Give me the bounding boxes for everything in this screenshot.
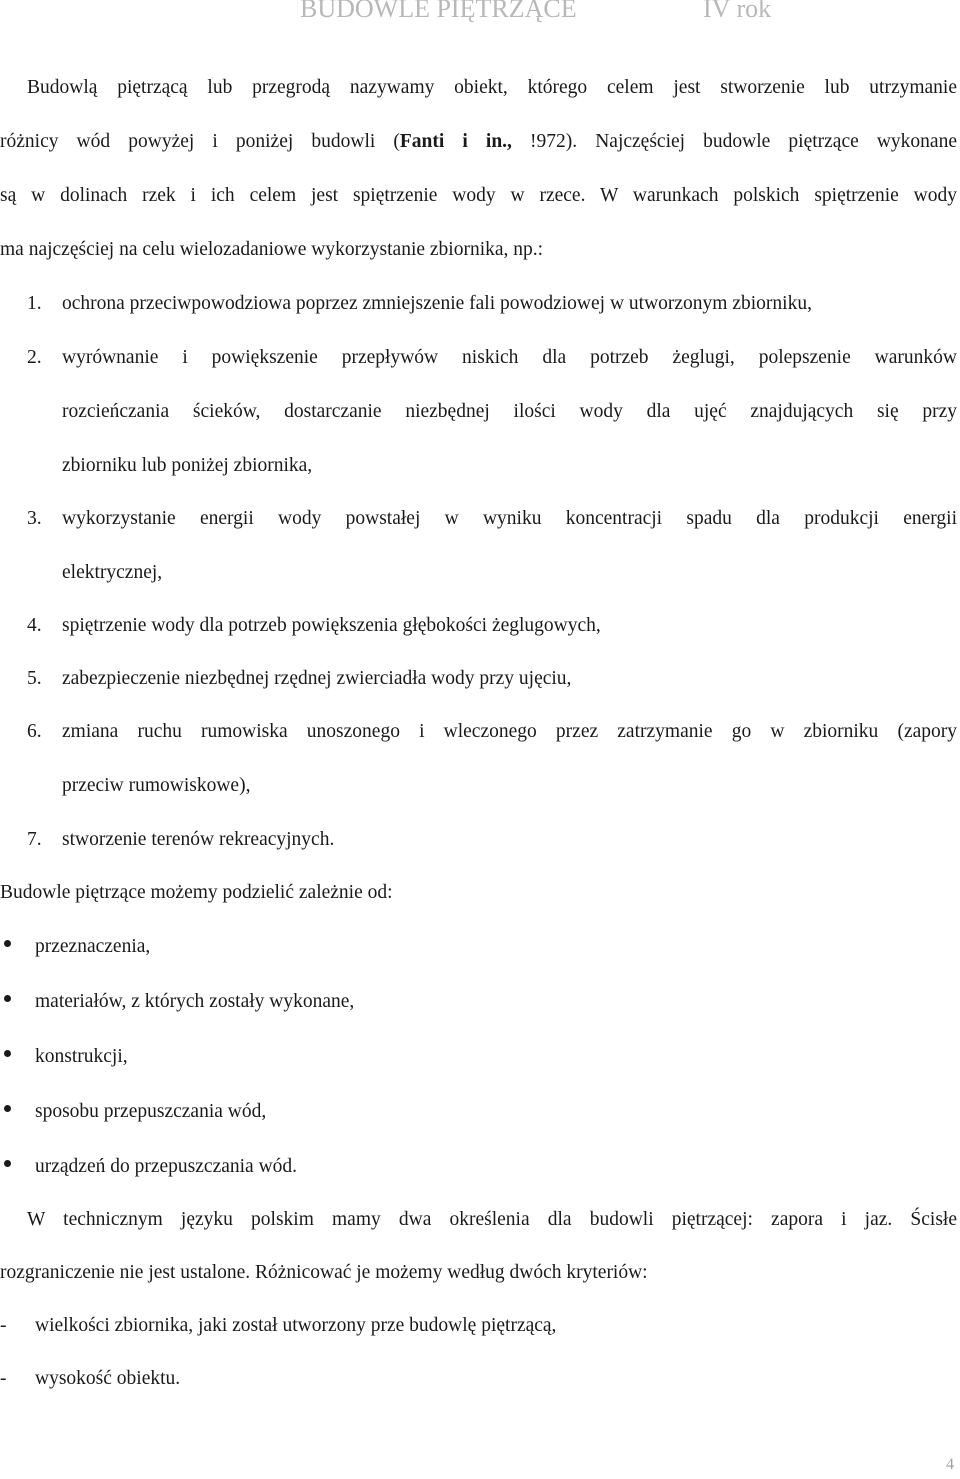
technical-line-1: W technicznym języku polskim mamy dwa określenia dla budowli piętrzącej: zapora i jaz. Ścisłe <box>27 1209 957 1230</box>
bullet-text: materiałów, z których zostały wykonane, <box>35 991 355 1012</box>
list-item-text: zbiorniku lub poniżej zbiornika, <box>62 455 313 476</box>
intro-line-4: ma najczęściej na celu wielozadaniowe wykorzystanie zbiornika, np.: <box>0 239 544 260</box>
dash-text: wielkości zbiornika, jaki został utworzony prze budowlę piętrzącą, <box>35 1315 557 1336</box>
header-title: BUDOWLE PIĘTRZĄCE <box>300 0 577 23</box>
list-number: 5. <box>27 668 42 689</box>
dash-marker: - <box>0 1315 7 1336</box>
intro-line-3: są w dolinach rzek i ich celem jest spiętrzenie wody w rzece. W warunkach polskich spiętrzenie wody <box>0 185 957 206</box>
citation-bold: Fanti i in., <box>399 131 512 152</box>
page-number: 4 <box>946 1456 954 1473</box>
list-number: 3. <box>27 508 42 529</box>
list-item-text: wykorzystanie energii wody powstałej w wyniku koncentracji spadu dla produkcji energii <box>62 508 957 529</box>
list-item-text: ochrona przeciwpowodziowa poprzez zmniejszenie fali powodziowej w utworzonym zbiorniku, <box>62 293 812 314</box>
dash-marker: - <box>0 1368 7 1389</box>
intro-line-2 <box>0 130 957 154</box>
list-number: 7. <box>27 829 42 850</box>
intro-line-1: Budowlą piętrzącą lub przegrodą nazywamy obiekt, którego celem jest stworzenie lub utrzymanie <box>27 77 957 98</box>
bullet-icon <box>4 1105 11 1112</box>
list-number: 4. <box>27 615 42 636</box>
header-year: IV rok <box>703 0 772 23</box>
bullet-text: konstrukcji, <box>35 1046 128 1067</box>
bullet-icon <box>4 995 11 1002</box>
bullet-icon <box>4 940 11 947</box>
dash-text: wysokość obiektu. <box>35 1368 181 1389</box>
intro-line-2-b: !972). Najczęściej budowle piętrzące wykonane <box>511 131 957 152</box>
list-item-text: zmiana ruchu rumowiska unoszonego i wleczonego przez zatrzymanie go w zbiorniku (zapory <box>62 721 957 742</box>
intro-line-2-a: różnicy wód powyżej i poniżej budowli ( <box>0 131 400 152</box>
list-item-text: wyrównanie i powiększenie przepływów niskich dla potrzeb żeglugi, polepszenie warunków <box>62 347 957 368</box>
bullet-text: sposobu przepuszczania wód, <box>35 1101 267 1122</box>
list-item-text: elektrycznej, <box>62 562 163 583</box>
page-header <box>0 0 960 28</box>
list-item-text: przeciw rumowiskowe), <box>62 775 251 796</box>
list-item-text: rozcieńczania ścieków, dostarczanie niezbędnej ilości wody dla ujęć znajdujących się przy <box>62 401 957 422</box>
list-item-text: zabezpieczenie niezbędnej rzędnej zwierciadła wody przy ujęciu, <box>62 668 572 689</box>
bullet-text: urządzeń do przepuszczania wód. <box>35 1156 298 1177</box>
list-number: 2. <box>27 347 42 368</box>
list-number: 1. <box>27 293 42 314</box>
bullet-icon <box>4 1160 11 1167</box>
division-intro: Budowle piętrzące możemy podzielić zależnie od: <box>0 882 393 903</box>
list-item-text: spiętrzenie wody dla potrzeb powiększenia głębokości żeglugowych, <box>62 615 601 636</box>
list-item-text: stworzenie terenów rekreacyjnych. <box>62 829 335 850</box>
technical-line-2: rozgraniczenie nie jest ustalone. Różnicować je możemy według dwóch kryteriów: <box>0 1262 648 1283</box>
list-number: 6. <box>27 721 42 742</box>
bullet-icon <box>4 1050 11 1057</box>
bullet-text: przeznaczenia, <box>35 936 151 957</box>
